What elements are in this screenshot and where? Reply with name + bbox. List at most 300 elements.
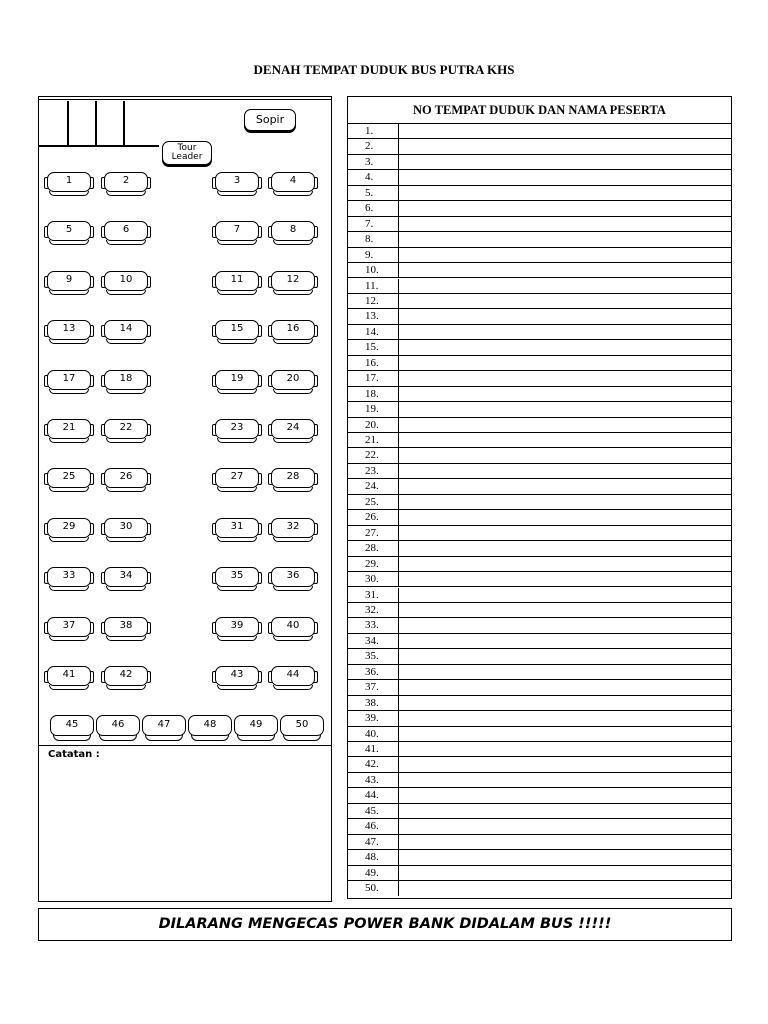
- seat-number-cell: 2.: [348, 139, 399, 153]
- seat-shape: [106, 339, 146, 344]
- table-row: [348, 294, 731, 309]
- participant-name-cell[interactable]: [399, 248, 731, 262]
- participant-name-cell[interactable]: [399, 819, 731, 833]
- seat-number-cell: 20.: [348, 418, 399, 432]
- seat-shape: [217, 438, 257, 443]
- participant-name-cell[interactable]: [399, 711, 731, 725]
- table-row: [348, 248, 731, 263]
- seat-number: 5: [65, 224, 73, 236]
- participant-name-cell[interactable]: [399, 727, 731, 741]
- seat: [212, 370, 262, 395]
- seat-shape: [273, 586, 313, 591]
- seat: [212, 666, 262, 691]
- seat-number-cell: 19.: [348, 402, 399, 416]
- table-row: [348, 217, 731, 232]
- table-row: [348, 649, 731, 664]
- seat: [212, 271, 262, 296]
- seat-shape: [106, 290, 146, 295]
- seat-number: 21: [62, 422, 76, 433]
- seat-shape: [217, 537, 257, 542]
- seat: [268, 370, 318, 395]
- table-row: [348, 804, 731, 819]
- seat-shape: [273, 389, 313, 394]
- participant-name-cell[interactable]: [399, 510, 731, 524]
- seat: [101, 370, 151, 395]
- participant-name-cell[interactable]: [399, 340, 731, 354]
- seat: [268, 419, 318, 444]
- seat-number: 43: [230, 669, 244, 680]
- seat: [44, 172, 94, 197]
- participant-name-cell[interactable]: [399, 495, 731, 509]
- seat-number: 9: [65, 273, 73, 285]
- seat: [212, 468, 262, 493]
- participant-name-cell[interactable]: [399, 588, 731, 602]
- table-row: [348, 773, 731, 788]
- participant-name-cell[interactable]: [399, 649, 731, 663]
- seat-number-cell: 34.: [348, 634, 399, 648]
- participant-name-cell[interactable]: [399, 696, 731, 710]
- seat: [212, 567, 262, 592]
- table-row: [348, 201, 731, 216]
- table-row: [348, 526, 731, 541]
- table-row: [348, 680, 731, 695]
- table-row: [348, 479, 731, 494]
- table-row: [348, 588, 731, 603]
- seat-shape: [106, 586, 146, 591]
- table-row: [348, 155, 731, 170]
- back-row-seat: [50, 715, 94, 743]
- participant-name-cell[interactable]: [399, 170, 731, 184]
- seat-number-cell: 24.: [348, 479, 399, 493]
- seat-number: 22: [119, 422, 133, 433]
- seat-number: 27: [230, 471, 244, 483]
- seat-shape: [49, 487, 89, 492]
- participant-name-cell[interactable]: [399, 356, 731, 370]
- participant-name-cell[interactable]: [399, 665, 731, 679]
- seat-number-cell: 21.: [348, 433, 399, 447]
- seat-number: 16: [286, 323, 300, 335]
- seat-number: 32: [286, 520, 300, 532]
- seat-shape: [217, 240, 257, 245]
- seat-number: 29: [62, 520, 76, 532]
- driver-seat: [244, 109, 296, 131]
- seat-number-cell: 7.: [348, 217, 399, 231]
- seat: [268, 666, 318, 691]
- seat-shape: [49, 636, 89, 641]
- seat: [268, 617, 318, 642]
- table-row: [348, 309, 731, 324]
- participant-name-cell[interactable]: [399, 634, 731, 648]
- seat-shape: [106, 636, 146, 641]
- participant-name-cell[interactable]: [399, 418, 731, 432]
- seat-number: 7: [233, 224, 241, 236]
- seat-number-cell: 28.: [348, 541, 399, 555]
- seat-shape: [49, 438, 89, 443]
- seat-shape: [273, 240, 313, 245]
- seat-number-cell: 33.: [348, 618, 399, 632]
- back-row-seat: [188, 715, 232, 743]
- seat-number: 6: [122, 224, 130, 236]
- seat-number: 10: [119, 273, 133, 285]
- seat-shape: [49, 685, 89, 690]
- table-row: [348, 634, 731, 649]
- tour-leader-label: Leader: [171, 152, 203, 162]
- participant-name-cell[interactable]: [399, 387, 731, 401]
- table-row: [348, 866, 731, 881]
- seat-number-cell: 36.: [348, 665, 399, 679]
- seat: [44, 567, 94, 592]
- seat-number: 19: [230, 372, 244, 384]
- seat-shape: [106, 438, 146, 443]
- participant-name-cell[interactable]: [399, 186, 731, 200]
- participant-name-cell[interactable]: [399, 263, 731, 277]
- seat-number-cell: 3.: [348, 155, 399, 169]
- seat-shape: [49, 586, 89, 591]
- seat-number-cell: 32.: [348, 603, 399, 617]
- table-row: [348, 696, 731, 711]
- seat: [268, 172, 318, 197]
- seat: [212, 419, 262, 444]
- table-row: [348, 557, 731, 572]
- seat-number: 45: [65, 719, 79, 730]
- participant-name-cell[interactable]: [399, 804, 731, 818]
- seat-number: 12: [286, 273, 300, 285]
- seat-number-cell: 45.: [348, 804, 399, 818]
- table-row: [348, 618, 731, 633]
- seat-number-cell: 12.: [348, 294, 399, 308]
- seat-shape: [106, 537, 146, 542]
- table-row: [348, 881, 731, 896]
- table-row: [348, 541, 731, 556]
- seat-shape: [237, 735, 275, 741]
- table-row: [348, 402, 731, 417]
- seat: [101, 468, 151, 493]
- table-row: [348, 418, 731, 433]
- seat: [101, 617, 151, 642]
- seat-number: 39: [230, 619, 244, 631]
- table-row: [348, 464, 731, 479]
- table-row: [348, 665, 731, 680]
- table-row: [348, 572, 731, 587]
- seat-shape: [273, 290, 313, 295]
- seat-shape: [217, 636, 257, 641]
- back-row-seat: [142, 715, 186, 743]
- table-row: [348, 495, 731, 510]
- seat-number: 40: [286, 619, 300, 631]
- seat-number-cell: 23.: [348, 464, 399, 478]
- table-row: [348, 263, 731, 278]
- participant-name-cell[interactable]: [399, 448, 731, 462]
- seat-shape: [49, 339, 89, 344]
- seat: [101, 666, 151, 691]
- seat: [212, 221, 262, 246]
- seat: [44, 468, 94, 493]
- seat-shape: [217, 290, 257, 295]
- seat-number: 23: [230, 422, 244, 433]
- seat: [101, 271, 151, 296]
- participant-name-cell[interactable]: [399, 294, 731, 308]
- seat-number: 38: [119, 619, 133, 631]
- participant-name-cell[interactable]: [399, 557, 731, 571]
- seat: [268, 518, 318, 543]
- bus-door: [39, 101, 123, 147]
- seat-number-cell: 4.: [348, 170, 399, 184]
- seat-number-cell: 42.: [348, 757, 399, 771]
- table-row: [348, 279, 731, 294]
- seat: [44, 617, 94, 642]
- seat-number: 8: [289, 224, 297, 236]
- participant-name-cell[interactable]: [399, 850, 731, 864]
- participant-name-cell[interactable]: [399, 757, 731, 771]
- seat-number-cell: 14.: [348, 325, 399, 339]
- seat-number: 49: [249, 719, 263, 730]
- seat-shape: [106, 685, 146, 690]
- seat-number-cell: 15.: [348, 340, 399, 354]
- seat-shape: [106, 191, 146, 196]
- door-panel: [39, 101, 69, 145]
- seat-number-cell: 27.: [348, 526, 399, 540]
- seat: [212, 518, 262, 543]
- seat-number-cell: 10.: [348, 263, 399, 277]
- participant-name-cell[interactable]: [399, 464, 731, 478]
- participant-name-cell[interactable]: [399, 866, 731, 880]
- participant-name-cell[interactable]: [399, 124, 731, 138]
- seat-number: 17: [62, 372, 76, 384]
- seat: [268, 271, 318, 296]
- seat: [212, 172, 262, 197]
- seat-shape: [106, 240, 146, 245]
- seat-number: 42: [119, 669, 133, 680]
- seat-shape: [273, 339, 313, 344]
- table-row: [348, 186, 731, 201]
- seat: [268, 320, 318, 345]
- table-row: [348, 232, 731, 247]
- participant-table: [347, 96, 732, 899]
- seat-number: 34: [119, 570, 133, 582]
- seat-shape: [106, 389, 146, 394]
- seat-number-cell: 37.: [348, 680, 399, 694]
- seat-shape: [273, 636, 313, 641]
- seat-shape: [217, 339, 257, 344]
- participant-name-cell[interactable]: [399, 155, 731, 169]
- notes-label: Catatan :: [48, 749, 100, 760]
- seat: [44, 221, 94, 246]
- seat-number-cell: 18.: [348, 387, 399, 401]
- seat-number: 18: [119, 372, 133, 384]
- table-row: [348, 819, 731, 834]
- seat-shape: [273, 685, 313, 690]
- participant-name-cell[interactable]: [399, 742, 731, 756]
- seat-shape: [49, 240, 89, 245]
- participant-name-cell[interactable]: [399, 788, 731, 802]
- seat-shape: [106, 487, 146, 492]
- participant-name-cell[interactable]: [399, 325, 731, 339]
- participant-name-cell[interactable]: [399, 526, 731, 540]
- seat-number-cell: 9.: [348, 248, 399, 262]
- seat: [101, 172, 151, 197]
- seat-shape: [53, 735, 91, 741]
- table-row: [348, 850, 731, 865]
- seat-shape: [49, 191, 89, 196]
- seat: [101, 419, 151, 444]
- seat: [212, 617, 262, 642]
- seat-number: 15: [230, 323, 244, 335]
- table-row: [348, 603, 731, 618]
- bus-front-line: [39, 99, 331, 100]
- seat-number-cell: 49.: [348, 866, 399, 880]
- participant-name-cell[interactable]: [399, 232, 731, 246]
- participant-name-cell[interactable]: [399, 835, 731, 849]
- seat-shape: [191, 735, 229, 741]
- participant-name-cell[interactable]: [399, 541, 731, 555]
- seat-number: 14: [119, 323, 133, 335]
- door-panel: [95, 101, 125, 145]
- seat-shape: [49, 537, 89, 542]
- participant-name-cell[interactable]: [399, 279, 731, 293]
- participant-name-cell[interactable]: [399, 371, 731, 385]
- table-row: [348, 356, 731, 371]
- page-title: DENAH TEMPAT DUDUK BUS PUTRA KHS: [253, 62, 515, 77]
- seat-number-cell: 41.: [348, 742, 399, 756]
- seat-number: 46: [111, 719, 125, 730]
- table-row: [348, 371, 731, 386]
- warning-banner: DILARANG MENGECAS POWER BANK DIDALAM BUS !!!!!: [38, 908, 732, 941]
- seat-number: 2: [122, 175, 130, 186]
- seat-number-cell: 35.: [348, 649, 399, 663]
- seat-shape: [217, 191, 257, 196]
- table-row: [348, 727, 731, 742]
- seat-number: 20: [286, 372, 300, 384]
- seat-shape: [273, 487, 313, 492]
- seat-number-cell: 13.: [348, 309, 399, 323]
- participant-name-cell[interactable]: [399, 139, 731, 153]
- seat: [212, 320, 262, 345]
- table-row: [348, 170, 731, 185]
- participant-name-cell[interactable]: [399, 881, 731, 896]
- seat-number: 24: [286, 422, 300, 433]
- seat-shape: [49, 389, 89, 394]
- seat-shape: [273, 191, 313, 196]
- seat-number-cell: 17.: [348, 371, 399, 385]
- seat-number-cell: 26.: [348, 510, 399, 524]
- table-row: [348, 742, 731, 757]
- table-row: [348, 711, 731, 726]
- seat-number: 41: [62, 669, 76, 680]
- seat-number-cell: 1.: [348, 124, 399, 138]
- seat-number: 30: [119, 520, 133, 532]
- seat-number-cell: 38.: [348, 696, 399, 710]
- table-row: [348, 448, 731, 463]
- bus-seating-layout: [38, 96, 332, 902]
- seat-shape: [49, 290, 89, 295]
- seat-shape: [145, 735, 183, 741]
- seat-number: 1: [65, 175, 73, 186]
- seat-number-cell: 29.: [348, 557, 399, 571]
- seat-number: 3: [233, 175, 241, 186]
- participant-name-cell[interactable]: [399, 618, 731, 632]
- seat-number: 25: [62, 471, 76, 483]
- table-row: [348, 835, 731, 850]
- seat: [268, 468, 318, 493]
- seat-number-cell: 11.: [348, 279, 399, 293]
- seat-shape: [217, 487, 257, 492]
- back-row-seat: [280, 715, 324, 743]
- tour-leader-seat: [162, 141, 212, 165]
- seat: [44, 271, 94, 296]
- seat-number: 31: [230, 520, 244, 532]
- seat: [101, 518, 151, 543]
- participant-name-cell[interactable]: [399, 773, 731, 787]
- table-row: [348, 757, 731, 772]
- seat-number-cell: 5.: [348, 186, 399, 200]
- tour-leader-label: Tour: [177, 143, 197, 153]
- participant-name-cell[interactable]: [399, 433, 731, 447]
- seat: [44, 419, 94, 444]
- notes-divider: [39, 745, 331, 746]
- seat-number: 37: [62, 619, 76, 631]
- seat-shape: [217, 389, 257, 394]
- seat-number: 13: [62, 323, 76, 335]
- seat-number: 26: [119, 471, 133, 483]
- participant-name-cell[interactable]: [399, 479, 731, 493]
- table-row: [348, 325, 731, 340]
- table-header: NO TEMPAT DUDUK DAN NAMA PESERTA: [348, 97, 731, 124]
- seat-number-cell: 22.: [348, 448, 399, 462]
- participant-name-cell[interactable]: [399, 603, 731, 617]
- table-row: [348, 124, 731, 139]
- door-step-line: [39, 145, 159, 147]
- seat-number-cell: 8.: [348, 232, 399, 246]
- seat: [44, 518, 94, 543]
- participant-name-cell[interactable]: [399, 402, 731, 416]
- seat-shape: [273, 438, 313, 443]
- seat-number: 47: [157, 719, 171, 730]
- seat-number: 28: [286, 471, 300, 483]
- seat-number: 44: [286, 669, 300, 680]
- back-row-seat: [96, 715, 140, 743]
- seat-number: 50: [295, 719, 309, 730]
- seat-shape: [99, 735, 137, 741]
- seat-number: 36: [286, 570, 300, 582]
- seat: [101, 221, 151, 246]
- seat-number-cell: 48.: [348, 850, 399, 864]
- back-row-seat: [234, 715, 278, 743]
- seat-number-cell: 43.: [348, 773, 399, 787]
- participant-name-cell[interactable]: [399, 217, 731, 231]
- participant-name-cell[interactable]: [399, 309, 731, 323]
- participant-name-cell[interactable]: [399, 572, 731, 586]
- seat-number-cell: 16.: [348, 356, 399, 370]
- participant-name-cell[interactable]: [399, 680, 731, 694]
- table-row: [348, 139, 731, 154]
- participant-name-cell[interactable]: [399, 201, 731, 215]
- seat-number-cell: 40.: [348, 727, 399, 741]
- seat: [44, 320, 94, 345]
- seat-number-cell: 25.: [348, 495, 399, 509]
- seat-number-cell: 6.: [348, 201, 399, 215]
- seat-shape: [273, 537, 313, 542]
- seat-number: 4: [289, 175, 297, 186]
- door-panel: [67, 101, 97, 145]
- seat: [44, 666, 94, 691]
- seat-number: 33: [62, 570, 76, 582]
- seat-number-cell: 50.: [348, 881, 399, 896]
- seat: [101, 320, 151, 345]
- driver-label: Sopir: [255, 113, 285, 126]
- table-row: [348, 510, 731, 525]
- table-row: [348, 433, 731, 448]
- seat: [44, 370, 94, 395]
